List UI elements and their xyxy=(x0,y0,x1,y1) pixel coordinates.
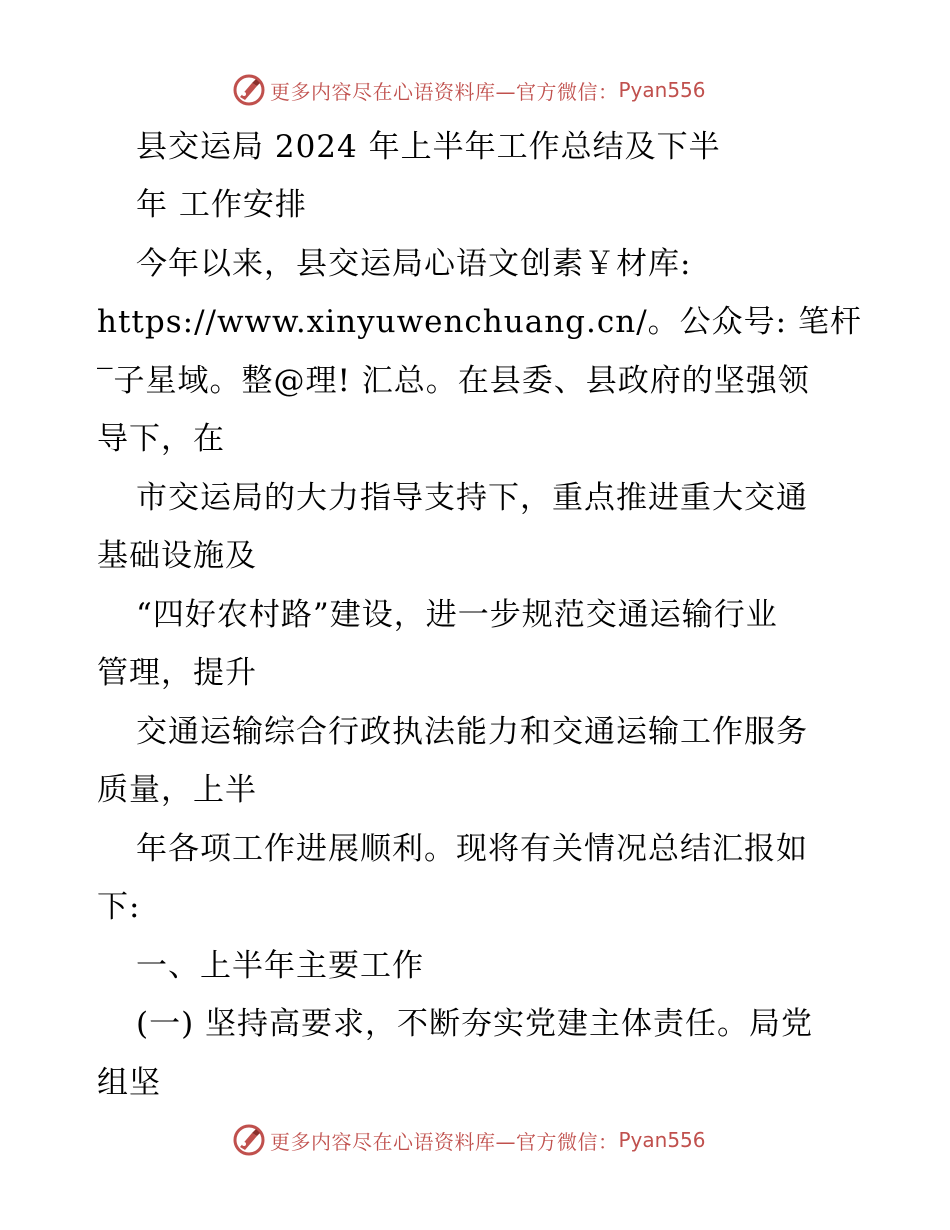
watermark-wechat-id: Pyan556 xyxy=(618,1128,706,1152)
paragraph-line: https://www.xinyuwenchuang.cn/。公众号: 笔杆 xyxy=(97,304,862,340)
watermark-banner-bottom xyxy=(232,1120,706,1160)
paragraph-line: 基础设施及 xyxy=(97,538,257,574)
paragraph-line: 今年以来，县交运局心语文创素￥材库: xyxy=(136,246,692,282)
subsection-heading: (一) 坚持高要求，不断夯实党建主体责任。局党 xyxy=(136,1006,814,1042)
watermark-banner-top xyxy=(232,70,706,110)
document-title-line-1: 县交运局 2024 年上半年工作总结及下半 xyxy=(136,129,721,165)
paragraph-line: “四好农村路”建设，进一步规范交通运输行业 xyxy=(136,597,778,633)
paragraph-line: 年各项工作进展顺利。现将有关情况总结汇报如 xyxy=(136,831,808,867)
section-heading: 一、上半年主要工作 xyxy=(136,948,424,984)
paragraph-line: 导下，在 xyxy=(97,421,225,457)
watermark-wechat-id: Pyan556 xyxy=(618,78,706,102)
paragraph-line: 质量，上半 xyxy=(97,772,257,808)
paragraph-line: 交通运输综合行政执法能力和交通运输工作服务 xyxy=(136,714,808,750)
paragraph-line: ‾子星域。整@理! 汇总。在县委、县政府的坚强领 xyxy=(97,363,810,399)
pen-seal-icon xyxy=(232,73,266,107)
pen-seal-icon xyxy=(232,1123,266,1157)
paragraph-line: 下: xyxy=(97,889,141,925)
paragraph-line: 管理，提升 xyxy=(97,655,257,691)
paragraph-line: 市交运局的大力指导支持下，重点推进重大交通 xyxy=(136,480,808,516)
watermark-text: 更多内容尽在心语资料库—官方微信： xyxy=(270,79,619,104)
document-title-line-2: 年 工作安排 xyxy=(136,187,307,223)
paragraph-line: 组坚 xyxy=(97,1065,161,1101)
watermark-text: 更多内容尽在心语资料库—官方微信： xyxy=(270,1129,619,1154)
